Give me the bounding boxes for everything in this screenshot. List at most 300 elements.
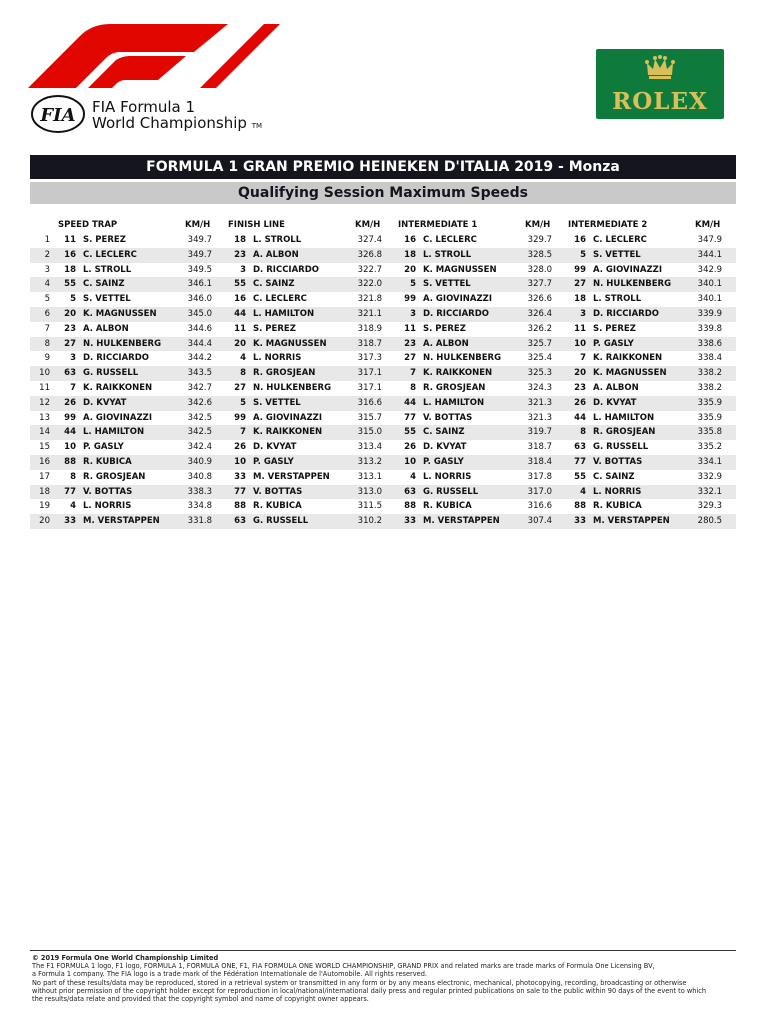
finish-line-driver: K. MAGNUSSEN xyxy=(253,338,327,349)
intermediate-2-driver: D. RICCIARDO xyxy=(593,308,659,319)
intermediate-2-car-number: 18 xyxy=(574,294,586,305)
finish-line-car-number: 99 xyxy=(234,412,246,423)
finish-line-car-number: 23 xyxy=(234,249,246,260)
rolex-logo xyxy=(596,49,724,119)
col-unit-speed-trap: KM/H xyxy=(185,220,211,230)
speed-trap-driver: A. ALBON xyxy=(83,323,129,334)
finish-line-driver: G. RUSSELL xyxy=(253,516,309,527)
finish-line-driver: S. PEREZ xyxy=(253,323,296,334)
fia-badge-icon xyxy=(30,94,86,134)
finish-line-speed: 322.0 xyxy=(357,279,382,290)
fia-line2: World Championship xyxy=(92,114,247,132)
table-row xyxy=(30,233,736,248)
intermediate-2-speed: 340.1 xyxy=(697,294,722,305)
finish-line-car-number: 8 xyxy=(240,368,246,379)
intermediate-1-driver: R. GROSJEAN xyxy=(423,382,486,393)
row-position: 19 xyxy=(39,501,50,512)
finish-line-speed: 313.2 xyxy=(357,456,382,467)
footer-line-3: No part of these results/data may be reproduced, stored in a retrieval system or transmitted in any form or by any means electronic, mechanical, photocopying, recording, broadcasting or otherwise xyxy=(32,978,687,987)
speed-trap-speed: 342.6 xyxy=(187,397,212,408)
table-row xyxy=(30,292,736,307)
intermediate-1-car-number: 33 xyxy=(404,516,416,527)
intermediate-1-driver: L. NORRIS xyxy=(423,471,472,482)
intermediate-2-driver: C. SAINZ xyxy=(593,471,635,482)
table-row xyxy=(30,277,736,292)
finish-line-driver: R. KUBICA xyxy=(253,501,302,512)
col-header-speed-trap: SPEED TRAP xyxy=(58,220,118,230)
speed-trap-car-number: 16 xyxy=(64,249,76,260)
speed-trap-car-number: 3 xyxy=(70,353,76,364)
row-position: 12 xyxy=(39,397,50,408)
speed-trap-driver: V. BOTTAS xyxy=(83,486,133,497)
finish-line-car-number: 10 xyxy=(234,456,246,467)
speed-trap-speed: 349.7 xyxy=(187,235,212,245)
intermediate-2-speed: 335.9 xyxy=(697,412,722,423)
speed-trap-driver: G. RUSSELL xyxy=(83,368,139,379)
intermediate-2-speed: 335.2 xyxy=(697,442,722,453)
intermediate-2-car-number: 99 xyxy=(574,264,586,275)
speed-trap-speed: 342.5 xyxy=(187,427,212,438)
intermediate-1-driver: C. LECLERC xyxy=(423,235,477,245)
intermediate-2-driver: M. VERSTAPPEN xyxy=(593,516,670,527)
finish-line-speed: 315.0 xyxy=(357,427,382,438)
intermediate-1-speed: 318.4 xyxy=(527,456,552,467)
table-row xyxy=(30,248,736,263)
speed-trap-car-number: 7 xyxy=(70,382,76,393)
intermediate-2-car-number: 44 xyxy=(574,412,586,423)
speed-trap-speed: 344.2 xyxy=(187,353,212,364)
intermediate-2-driver: S. PEREZ xyxy=(593,323,636,334)
table-row xyxy=(30,470,736,485)
speed-trap-speed: 340.9 xyxy=(187,456,212,467)
f1-logo xyxy=(28,24,280,88)
intermediate-2-speed: 347.9 xyxy=(697,235,722,245)
finish-line-speed: 321.8 xyxy=(357,294,382,305)
intermediate-1-driver: A. ALBON xyxy=(423,338,469,349)
speed-trap-speed: 345.0 xyxy=(187,308,212,319)
intermediate-1-car-number: 88 xyxy=(404,501,416,512)
intermediate-1-speed: 328.0 xyxy=(527,264,552,275)
speed-trap-driver: K. MAGNUSSEN xyxy=(83,308,157,319)
finish-line-speed: 317.1 xyxy=(357,368,382,379)
intermediate-2-driver: G. RUSSELL xyxy=(593,442,649,453)
intermediate-1-car-number: 11 xyxy=(404,323,416,334)
table-row xyxy=(30,440,736,455)
intermediate-1-speed: 319.7 xyxy=(527,427,552,438)
intermediate-2-car-number: 33 xyxy=(574,516,586,527)
speed-trap-driver: N. HULKENBERG xyxy=(83,338,162,349)
footer-line-1: The F1 FORMULA 1 logo, F1 logo, FORMULA 1, FORMULA ONE, F1, FIA FORMULA ONE WORLD CHAMPIONSHIP, GRAND PRIX and related marks are trade marks of Formula One Licensing BV, xyxy=(32,962,655,971)
intermediate-2-car-number: 55 xyxy=(574,471,586,482)
intermediate-2-driver: N. HULKENBERG xyxy=(593,279,672,290)
intermediate-2-driver: L. HAMILTON xyxy=(593,412,655,423)
intermediate-2-speed: 338.6 xyxy=(697,338,722,349)
intermediate-1-speed: 307.4 xyxy=(527,516,552,527)
finish-line-car-number: 16 xyxy=(234,294,246,305)
finish-line-car-number: 11 xyxy=(234,323,246,334)
intermediate-1-speed: 316.6 xyxy=(527,501,552,512)
table-row xyxy=(30,485,736,500)
finish-line-car-number: 5 xyxy=(240,397,246,408)
intermediate-2-driver: V. BOTTAS xyxy=(593,456,643,467)
intermediate-1-speed: 327.7 xyxy=(527,279,552,290)
table-row xyxy=(30,366,736,381)
finish-line-driver: C. LECLERC xyxy=(253,294,307,305)
footer-line-4: without prior permission of the copyright holder except for reproduction in local/national/international daily press and regular printed publications on sale to the public within 90 days of the event to which xyxy=(32,986,707,995)
intermediate-1-driver: G. RUSSELL xyxy=(423,486,479,497)
intermediate-2-car-number: 88 xyxy=(574,501,586,512)
intermediate-2-driver: L. NORRIS xyxy=(593,486,642,497)
intermediate-1-car-number: 5 xyxy=(410,279,416,290)
speed-trap-driver: L. HAMILTON xyxy=(83,427,145,438)
intermediate-2-driver: A. GIOVINAZZI xyxy=(593,264,662,275)
finish-line-speed: 317.1 xyxy=(357,382,382,393)
intermediate-2-speed: 280.5 xyxy=(697,516,722,527)
intermediate-2-car-number: 10 xyxy=(574,338,586,349)
speed-trap-driver: D. RICCIARDO xyxy=(83,353,149,364)
speed-trap-car-number: 8 xyxy=(70,471,76,482)
table-row xyxy=(30,381,736,396)
speed-trap-car-number: 77 xyxy=(64,486,76,497)
fia-wordmark xyxy=(92,99,262,134)
intermediate-2-car-number: 63 xyxy=(574,442,586,453)
speed-trap-car-number: 55 xyxy=(64,279,76,290)
finish-line-speed: 318.9 xyxy=(357,323,382,334)
speed-trap-driver: C. SAINZ xyxy=(83,279,125,290)
intermediate-1-car-number: 3 xyxy=(410,308,416,319)
finish-line-speed: 322.7 xyxy=(357,264,382,275)
finish-line-driver: M. VERSTAPPEN xyxy=(253,471,330,482)
intermediate-2-driver: C. LECLERC xyxy=(593,235,647,245)
speed-trap-speed: 342.5 xyxy=(187,412,212,423)
speed-trap-speed: 344.6 xyxy=(187,323,212,334)
table-row xyxy=(30,411,736,426)
speed-trap-car-number: 23 xyxy=(64,323,76,334)
speed-trap-car-number: 63 xyxy=(64,368,76,379)
finish-line-car-number: 63 xyxy=(234,516,246,527)
intermediate-1-driver: D. KVYAT xyxy=(423,442,467,453)
speed-trap-driver: L. NORRIS xyxy=(83,501,132,512)
col-unit-finish-line: KM/H xyxy=(355,220,381,230)
intermediate-1-driver: L. HAMILTON xyxy=(423,397,485,408)
intermediate-2-speed: 329.3 xyxy=(697,501,722,512)
intermediate-1-car-number: 23 xyxy=(404,338,416,349)
intermediate-1-car-number: 18 xyxy=(404,249,416,260)
finish-line-driver: S. VETTEL xyxy=(253,397,301,408)
intermediate-2-car-number: 3 xyxy=(580,308,586,319)
intermediate-1-driver: V. BOTTAS xyxy=(423,412,473,423)
finish-line-speed: 327.4 xyxy=(357,235,382,245)
row-position: 3 xyxy=(44,264,50,275)
speed-trap-driver: P. GASLY xyxy=(83,442,124,453)
intermediate-1-speed: 321.3 xyxy=(527,412,552,423)
intermediate-2-speed: 340.1 xyxy=(697,279,722,290)
speed-trap-driver: A. GIOVINAZZI xyxy=(83,412,152,423)
intermediate-1-driver: S. PEREZ xyxy=(423,323,466,334)
intermediate-2-driver: K. MAGNUSSEN xyxy=(593,368,667,379)
intermediate-2-car-number: 26 xyxy=(574,397,586,408)
intermediate-2-speed: 344.1 xyxy=(697,249,722,260)
speed-trap-car-number: 5 xyxy=(70,294,76,305)
finish-line-car-number: 27 xyxy=(234,382,246,393)
speed-trap-driver: R. KUBICA xyxy=(83,456,132,467)
col-unit-intermediate-2: KM/H xyxy=(695,220,721,230)
speed-trap-driver: S. PEREZ xyxy=(83,235,126,245)
finish-line-car-number: 7 xyxy=(240,427,246,438)
speed-trap-car-number: 11 xyxy=(64,235,76,245)
row-position: 15 xyxy=(39,442,50,453)
intermediate-2-driver: S. VETTEL xyxy=(593,249,641,260)
intermediate-2-speed: 339.8 xyxy=(697,323,722,334)
footer-line-2: a Formula 1 company. The FIA logo is a trade mark of the Fédération Internationale de l'Automobile. All rights reserved. xyxy=(32,970,427,979)
intermediate-1-car-number: 27 xyxy=(404,353,416,364)
finish-line-car-number: 18 xyxy=(234,235,246,245)
row-position: 10 xyxy=(39,368,50,379)
finish-line-car-number: 3 xyxy=(240,264,246,275)
speed-trap-car-number: 4 xyxy=(70,501,76,512)
intermediate-1-speed: 321.3 xyxy=(527,397,552,408)
speed-trap-speed: 349.7 xyxy=(187,249,212,260)
col-header-intermediate-1: INTERMEDIATE 1 xyxy=(398,220,478,230)
row-position: 9 xyxy=(44,353,50,364)
speed-trap-car-number: 20 xyxy=(64,308,76,319)
intermediate-1-speed: 329.7 xyxy=(527,235,552,245)
intermediate-1-driver: N. HULKENBERG xyxy=(423,353,502,364)
row-position: 18 xyxy=(39,486,50,497)
intermediate-2-driver: A. ALBON xyxy=(593,382,639,393)
row-position: 1 xyxy=(44,235,50,245)
intermediate-2-speed: 338.2 xyxy=(697,382,722,393)
intermediate-2-speed: 335.9 xyxy=(697,397,722,408)
intermediate-1-driver: A. GIOVINAZZI xyxy=(423,294,492,305)
event-title: FORMULA 1 GRAN PREMIO HEINEKEN D'ITALIA 2019 - Monza xyxy=(30,155,736,179)
footer-line-5: the results/data relate and provided that the copyright symbol and name of copyright owner appears. xyxy=(32,995,369,1004)
intermediate-2-speed: 332.9 xyxy=(697,471,722,482)
table-body xyxy=(30,233,736,529)
intermediate-1-driver: M. VERSTAPPEN xyxy=(423,516,500,527)
speed-trap-driver: D. KVYAT xyxy=(83,397,127,408)
intermediate-1-driver: S. VETTEL xyxy=(423,279,471,290)
finish-line-car-number: 33 xyxy=(234,471,246,482)
finish-line-car-number: 77 xyxy=(234,486,246,497)
intermediate-1-car-number: 44 xyxy=(404,397,416,408)
speed-trap-car-number: 27 xyxy=(64,338,76,349)
intermediate-2-car-number: 77 xyxy=(574,456,586,467)
footer-copyright: © 2019 Formula One World Championship Limited xyxy=(32,954,219,962)
speed-trap-speed: 338.3 xyxy=(187,486,212,497)
finish-line-speed: 311.5 xyxy=(357,501,382,512)
row-position: 17 xyxy=(39,471,50,482)
finish-line-speed: 317.3 xyxy=(357,353,382,364)
table-row xyxy=(30,322,736,337)
row-position: 11 xyxy=(39,382,50,393)
crown-icon xyxy=(645,55,675,81)
table-row xyxy=(30,396,736,411)
table-row xyxy=(30,263,736,278)
speed-trap-speed: 346.0 xyxy=(187,294,212,305)
finish-line-speed: 318.7 xyxy=(357,338,382,349)
intermediate-2-speed: 338.4 xyxy=(697,353,722,364)
finish-line-driver: V. BOTTAS xyxy=(253,486,303,497)
intermediate-2-driver: L. STROLL xyxy=(593,294,642,305)
finish-line-speed: 313.0 xyxy=(357,486,382,497)
intermediate-1-car-number: 99 xyxy=(404,294,416,305)
intermediate-2-driver: R. KUBICA xyxy=(593,501,642,512)
intermediate-2-car-number: 11 xyxy=(574,323,586,334)
intermediate-1-car-number: 77 xyxy=(404,412,416,423)
footer-divider xyxy=(30,950,736,951)
speed-trap-speed: 342.4 xyxy=(187,442,212,453)
col-header-intermediate-2: INTERMEDIATE 2 xyxy=(568,220,648,230)
intermediate-2-driver: D. KVYAT xyxy=(593,397,637,408)
table-row xyxy=(30,351,736,366)
speed-trap-driver: C. LECLERC xyxy=(83,249,137,260)
intermediate-2-car-number: 16 xyxy=(574,235,586,245)
intermediate-1-car-number: 16 xyxy=(404,235,416,245)
speed-trap-speed: 344.4 xyxy=(187,338,212,349)
speed-trap-speed: 349.5 xyxy=(187,264,212,275)
finish-line-driver: L. HAMILTON xyxy=(253,308,315,319)
intermediate-1-speed: 325.3 xyxy=(527,368,552,379)
intermediate-2-speed: 334.1 xyxy=(697,456,722,467)
col-unit-intermediate-1: KM/H xyxy=(525,220,551,230)
fia-line1: FIA Formula 1 xyxy=(92,98,196,116)
fia-badge-text: FIA xyxy=(40,105,76,126)
intermediate-1-car-number: 8 xyxy=(410,382,416,393)
intermediate-2-car-number: 8 xyxy=(580,427,586,438)
rolex-wordmark: ROLEX xyxy=(612,88,708,115)
row-position: 4 xyxy=(44,279,50,290)
intermediate-2-driver: K. RAIKKONEN xyxy=(593,353,663,364)
intermediate-1-driver: L. STROLL xyxy=(423,249,472,260)
speed-trap-driver: R. GROSJEAN xyxy=(83,471,146,482)
speed-trap-car-number: 26 xyxy=(64,397,76,408)
row-position: 20 xyxy=(39,516,50,527)
intermediate-1-car-number: 20 xyxy=(404,264,416,275)
finish-line-driver: A. GIOVINAZZI xyxy=(253,412,322,423)
speed-trap-car-number: 44 xyxy=(64,427,76,438)
footer xyxy=(32,954,736,1003)
speed-trap-speed: 342.7 xyxy=(187,382,212,393)
finish-line-driver: L. NORRIS xyxy=(253,353,302,364)
row-position: 5 xyxy=(44,294,50,305)
finish-line-driver: D. KVYAT xyxy=(253,442,297,453)
speed-trap-speed: 340.8 xyxy=(187,471,212,482)
speed-trap-driver: M. VERSTAPPEN xyxy=(83,516,160,527)
finish-line-car-number: 26 xyxy=(234,442,246,453)
speed-trap-speed: 334.8 xyxy=(187,501,212,512)
intermediate-2-car-number: 23 xyxy=(574,382,586,393)
finish-line-driver: N. HULKENBERG xyxy=(253,382,332,393)
intermediate-1-driver: K. RAIKKONEN xyxy=(423,368,493,379)
table-header xyxy=(30,218,736,232)
finish-line-speed: 310.2 xyxy=(357,516,382,527)
speed-trap-car-number: 18 xyxy=(64,264,76,275)
intermediate-1-driver: K. MAGNUSSEN xyxy=(423,264,497,275)
intermediate-1-car-number: 63 xyxy=(404,486,416,497)
finish-line-car-number: 4 xyxy=(240,353,246,364)
intermediate-1-speed: 324.3 xyxy=(527,382,552,393)
finish-line-speed: 315.7 xyxy=(357,412,382,423)
speed-trap-car-number: 10 xyxy=(64,442,76,453)
speed-trap-driver: L. STROLL xyxy=(83,264,132,275)
finish-line-driver: A. ALBON xyxy=(253,249,299,260)
speed-trap-driver: S. VETTEL xyxy=(83,294,131,305)
intermediate-2-speed: 335.8 xyxy=(697,427,722,438)
intermediate-1-car-number: 26 xyxy=(404,442,416,453)
fia-tm: TM xyxy=(251,122,263,130)
intermediate-1-speed: 328.5 xyxy=(527,249,552,260)
table-row xyxy=(30,455,736,470)
finish-line-driver: L. STROLL xyxy=(253,235,302,245)
finish-line-car-number: 20 xyxy=(234,338,246,349)
intermediate-1-car-number: 55 xyxy=(404,427,416,438)
finish-line-driver: P. GASLY xyxy=(253,456,294,467)
intermediate-1-speed: 317.0 xyxy=(527,486,552,497)
row-position: 16 xyxy=(39,456,50,467)
intermediate-2-car-number: 20 xyxy=(574,368,586,379)
speed-trap-speed: 346.1 xyxy=(187,279,212,290)
intermediate-1-speed: 326.6 xyxy=(527,294,552,305)
intermediate-2-car-number: 7 xyxy=(580,353,586,364)
table-row xyxy=(30,499,736,514)
finish-line-driver: C. SAINZ xyxy=(253,279,295,290)
finish-line-speed: 316.6 xyxy=(357,397,382,408)
finish-line-speed: 313.1 xyxy=(357,471,382,482)
table-row xyxy=(30,425,736,440)
row-position: 7 xyxy=(44,323,50,334)
finish-line-driver: K. RAIKKONEN xyxy=(253,427,323,438)
fia-brand xyxy=(30,94,290,138)
finish-line-driver: D. RICCIARDO xyxy=(253,264,319,275)
intermediate-1-speed: 325.7 xyxy=(527,338,552,349)
intermediate-2-speed: 342.9 xyxy=(697,264,722,275)
intermediate-1-car-number: 4 xyxy=(410,471,416,482)
finish-line-car-number: 55 xyxy=(234,279,246,290)
intermediate-2-speed: 338.2 xyxy=(697,368,722,379)
intermediate-1-speed: 317.8 xyxy=(527,471,552,482)
intermediate-1-driver: R. KUBICA xyxy=(423,501,472,512)
intermediate-1-speed: 326.4 xyxy=(527,308,552,319)
intermediate-1-driver: P. GASLY xyxy=(423,456,464,467)
finish-line-speed: 326.8 xyxy=(357,249,382,260)
speed-trap-driver: K. RAIKKONEN xyxy=(83,382,153,393)
finish-line-car-number: 44 xyxy=(234,308,246,319)
session-title: Qualifying Session Maximum Speeds xyxy=(30,182,736,204)
speed-trap-car-number: 33 xyxy=(64,516,76,527)
intermediate-2-car-number: 27 xyxy=(574,279,586,290)
row-position: 14 xyxy=(39,427,50,438)
intermediate-1-driver: D. RICCIARDO xyxy=(423,308,489,319)
intermediate-2-speed: 339.9 xyxy=(697,308,722,319)
speed-trap-car-number: 88 xyxy=(64,456,76,467)
intermediate-2-car-number: 4 xyxy=(580,486,586,497)
intermediate-1-speed: 318.7 xyxy=(527,442,552,453)
intermediate-1-car-number: 10 xyxy=(404,456,416,467)
row-position: 13 xyxy=(39,412,50,423)
table-row xyxy=(30,514,736,529)
finish-line-driver: R. GROSJEAN xyxy=(253,368,316,379)
intermediate-2-speed: 332.1 xyxy=(697,486,722,497)
speed-trap-speed: 343.5 xyxy=(187,368,212,379)
table-row xyxy=(30,337,736,352)
speed-trap-speed: 331.8 xyxy=(187,516,212,527)
speed-trap-car-number: 99 xyxy=(64,412,76,423)
row-position: 2 xyxy=(44,249,50,260)
row-position: 6 xyxy=(44,308,50,319)
intermediate-2-driver: R. GROSJEAN xyxy=(593,427,656,438)
intermediate-1-car-number: 7 xyxy=(410,368,416,379)
